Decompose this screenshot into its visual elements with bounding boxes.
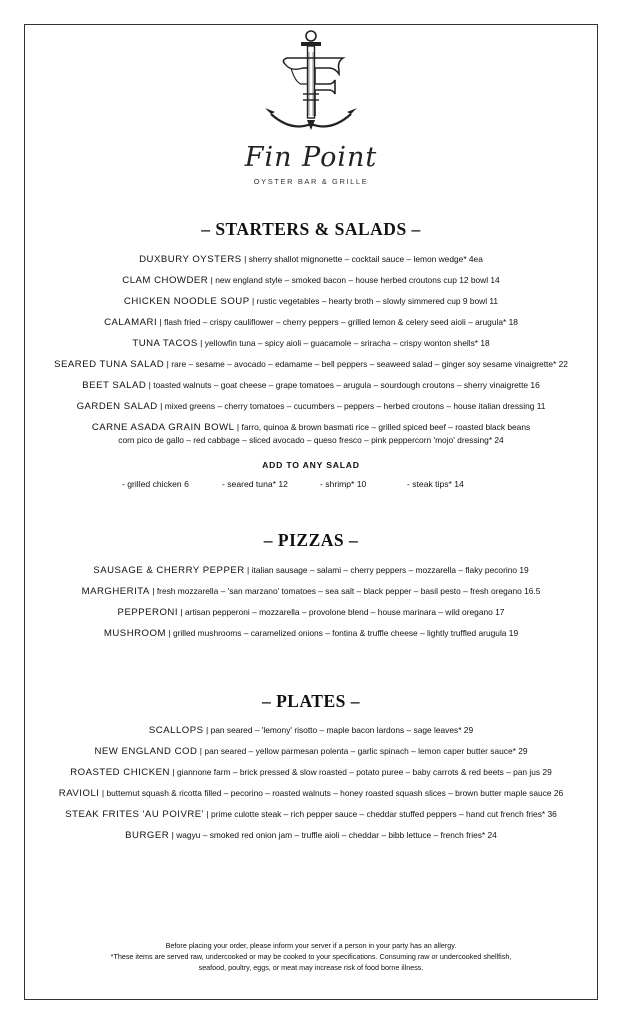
item-desc: toasted walnuts – goat cheese – grape tomatoes – arugula – sourdough croutons – sherry vinaigrette 16 bbox=[153, 380, 540, 390]
menu-item: SAUSAGE & CHERRY PEPPER | italian sausage – salami – cherry peppers – mozzarella – flaky pecorino 19 bbox=[93, 565, 529, 576]
menu-item: CARNE ASADA GRAIN BOWL | farro, quinoa & brown basmati rice – grilled spiced beef – roasted black beans corn pico de gallo – red cabbage – sliced avocado – queso fresco – pink peppercorn 'mojo' dressing* 24 bbox=[26, 421, 596, 446]
item-name: DUXBURY OYSTERS bbox=[139, 254, 242, 265]
menu-item: ROASTED CHICKEN | giannone farm – brick pressed & slow roasted – potato puree – baby carrots & red beets – pan jus 29 bbox=[70, 767, 552, 778]
item-name: CARNE ASADA GRAIN BOWL bbox=[91, 422, 235, 433]
item-name: CLAM CHOWDER bbox=[122, 275, 209, 286]
section-title-pizzas: – PIZZAS – bbox=[263, 530, 359, 550]
section-title-plates: – PLATES – bbox=[261, 691, 361, 711]
item-name: CHICKEN NOODLE SOUP bbox=[123, 296, 250, 307]
item-desc: prime culotte steak – rich pepper sauce – cheddar stuffed peppers – hand cut french fries* 36 bbox=[211, 809, 557, 819]
menu-item: CALAMARI | flash fried – crispy cauliflower – cherry peppers – grilled lemon & celery seed aioli – arugula* 18 bbox=[104, 317, 518, 328]
menu-item: DUXBURY OYSTERS | sherry shallot mignonette – cocktail sauce – lemon wedge* 4ea bbox=[139, 254, 483, 265]
item-name: RAVIOLI bbox=[58, 788, 100, 799]
menu-item: BURGER | wagyu – smoked red onion jam – truffle aioli – cheddar – bibb lettuce – french fries* 24 bbox=[125, 830, 497, 841]
addon-item: - seared tuna* 12 bbox=[222, 479, 288, 489]
raw-food-warning: *These items are served raw, undercooked or may be cooked to your specifications. Consuming raw or undercooked shellfish, bbox=[110, 952, 512, 961]
item-name: SAUSAGE & CHERRY PEPPER bbox=[93, 565, 245, 576]
item-desc: rustic vegetables – hearty broth – slowly simmered cup 9 bowl 11 bbox=[256, 296, 499, 306]
item-name: MUSHROOM bbox=[103, 628, 166, 639]
item-name: NEW ENGLAND COD bbox=[94, 746, 198, 757]
item-desc: new england style – smoked bacon – house herbed croutons cup 12 bowl 14 bbox=[215, 275, 500, 285]
addon-item: - steak tips* 14 bbox=[407, 479, 464, 489]
menu-item: CHICKEN NOODLE SOUP | rustic vegetables – hearty broth – slowly simmered cup 9 bowl 11 bbox=[123, 296, 499, 307]
item-desc: grilled mushrooms – caramelized onions – fontina & truffle cheese – lightly truffled arugula 19 bbox=[172, 628, 519, 638]
menu-item: MARGHERITA | fresh mozzarella – 'san marzano' tomatoes – sea salt – black pepper – basil pesto – fresh oregano 16.5 bbox=[81, 586, 541, 597]
item-name: PEPPERONI bbox=[117, 607, 179, 618]
menu-item: TUNA TACOS | yellowfin tuna – spicy aioli – guacamole – sriracha – crispy wonton shells* 18 bbox=[132, 338, 490, 349]
item-desc: flash fried – crispy cauliflower – cherry peppers – grilled lemon & celery seed aioli – arugula* 18 bbox=[164, 317, 518, 327]
item-desc: butternut squash & ricotta filled – pecorino – roasted walnuts – honey roasted squash slices – brown butter maple sauce 26 bbox=[106, 788, 564, 798]
item-desc: fresh mozzarella – 'san marzano' tomatoes – sea salt – black pepper – basil pesto – fresh oregano 16.5 bbox=[156, 586, 541, 596]
item-desc: italian sausage – salami – cherry peppers – mozzarella – flaky pecorino 19 bbox=[251, 565, 529, 575]
menu-item: STEAK FRITES 'AU POIVRE' | prime culotte steak – rich pepper sauce – cheddar stuffed peppers – hand cut french fries* 36 bbox=[65, 809, 557, 820]
item-name: SEARED TUNA SALAD bbox=[54, 359, 165, 370]
item-desc: mixed greens – cherry tomatoes – cucumbers – peppers – herbed croutons – house italian dressing 11 bbox=[164, 401, 546, 411]
item-name: CALAMARI bbox=[104, 317, 158, 328]
menu-item: SEARED TUNA SALAD | rare – sesame – avocado – edamame – bell peppers – seaweed salad – ginger soy sesame vinaigrette* 22 bbox=[54, 359, 568, 370]
item-name: ROASTED CHICKEN bbox=[70, 767, 170, 778]
anchor-logo-icon bbox=[0, 28, 622, 138]
item-name: BURGER bbox=[125, 830, 170, 841]
section-title-starters: – STARTERS & SALADS – bbox=[201, 219, 421, 239]
item-desc: pan seared – 'lemony' risotto – maple bacon lardons – sage leaves* 29 bbox=[210, 725, 474, 735]
menu-item: NEW ENGLAND COD | pan seared – yellow parmesan polenta – garlic spinach – lemon caper butter sauce* 29 bbox=[94, 746, 528, 757]
menu-item: PEPPERONI | artisan pepperoni – mozzarella – provolone blend – house marinara – wild oregano 17 bbox=[117, 607, 505, 618]
item-desc: farro, quinoa & brown basmati rice – grilled spiced beef – roasted black beans bbox=[241, 422, 531, 432]
item-desc: giannone farm – brick pressed & slow roasted – potato puree – baby carrots & red beets – pan jus 29 bbox=[176, 767, 552, 777]
item-desc: sherry shallot mignonette – cocktail sauce – lemon wedge* 4ea bbox=[248, 254, 483, 264]
item-name: GARDEN SALAD bbox=[76, 401, 158, 412]
brand-tagline: OYSTER BAR & GRILLE bbox=[253, 177, 369, 186]
item-name: SCALLOPS bbox=[148, 725, 204, 736]
item-desc: artisan pepperoni – mozzarella – provolone blend – house marinara – wild oregano 17 bbox=[185, 607, 505, 617]
menu-item: BEET SALAD | toasted walnuts – goat cheese – grape tomatoes – arugula – sourdough croutons – sherry vinaigrette 16 bbox=[82, 380, 540, 391]
item-name: STEAK FRITES 'AU POIVRE' bbox=[65, 809, 205, 820]
menu-item: CLAM CHOWDER | new england style – smoked bacon – house herbed croutons cup 12 bowl 14 bbox=[122, 275, 500, 286]
menu-item: MUSHROOM | grilled mushrooms – caramelized onions – fontina & truffle cheese – lightly truffled arugula 19 bbox=[103, 628, 519, 639]
raw-food-warning-continued: seafood, poultry, eggs, or meat may increase risk of food borne illness. bbox=[198, 963, 424, 972]
allergy-notice: Before placing your order, please inform your server if a person in your party has an allergy. bbox=[165, 941, 457, 950]
addon-item: - shrimp* 10 bbox=[320, 479, 367, 489]
addon-item: - grilled chicken 6 bbox=[122, 479, 189, 489]
item-name: TUNA TACOS bbox=[132, 338, 198, 349]
item-desc: rare – sesame – avocado – edamame – bell peppers – seaweed salad – ginger soy sesame vinaigrette* 22 bbox=[171, 359, 568, 369]
menu-item: SCALLOPS | pan seared – 'lemony' risotto – maple bacon lardons – sage leaves* 29 bbox=[148, 725, 474, 736]
item-desc-continued: corn pico de gallo – red cabbage – sliced avocado – queso fresco – pink peppercorn 'mojo' dressing* 24 bbox=[118, 435, 504, 445]
item-desc: wagyu – smoked red onion jam – truffle aioli – cheddar – bibb lettuce – french fries* 24 bbox=[176, 830, 497, 840]
item-name: MARGHERITA bbox=[81, 586, 150, 597]
item-desc: pan seared – yellow parmesan polenta – garlic spinach – lemon caper butter sauce* 29 bbox=[204, 746, 528, 756]
menu-item: RAVIOLI | butternut squash & ricotta filled – pecorino – roasted walnuts – honey roasted squash slices – brown butter maple sauce 26 bbox=[58, 788, 564, 799]
item-desc: yellowfin tuna – spicy aioli – guacamole – sriracha – crispy wonton shells* 18 bbox=[204, 338, 490, 348]
brand-name: Fin Point bbox=[244, 142, 378, 173]
menu-item: GARDEN SALAD | mixed greens – cherry tomatoes – cucumbers – peppers – herbed croutons – house italian dressing 11 bbox=[76, 401, 546, 412]
addon-title: ADD TO ANY SALAD bbox=[262, 460, 360, 470]
item-name: BEET SALAD bbox=[82, 380, 147, 391]
